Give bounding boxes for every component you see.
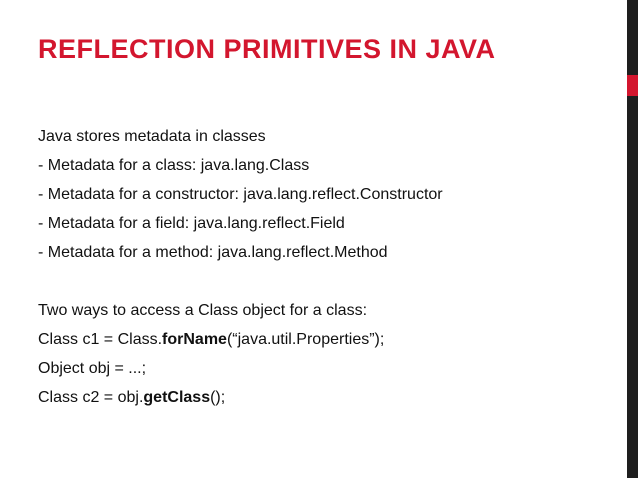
code-line-object: Object obj = ...; [38,360,147,377]
code-forname-method: forName [162,331,227,348]
slide-body [38,122,443,412]
metadata-constructor-line: - Metadata for a constructor: java.lang.reflect.Constructor [38,186,443,203]
metadata-intro: Java stores metadata in classes [38,128,266,145]
slide-title: REFLECTION PRIMITIVES IN JAVA [38,34,496,64]
right-accent-marker [627,75,638,96]
metadata-method-line: - Metadata for a method: java.lang.reflect.Method [38,244,388,261]
metadata-field-line: - Metadata for a field: java.lang.reflect.Field [38,215,345,232]
code-forname-suffix: (“java.util.Properties”); [226,331,385,348]
code-line-getclass [38,383,443,412]
code-getclass-suffix: (); [210,389,226,406]
code-getclass-method: getClass [143,389,211,406]
code-line-forname [38,325,443,354]
paragraph-gap [38,267,443,296]
right-accent-bar [627,0,638,478]
metadata-class-line: - Metadata for a class: java.lang.Class [38,157,310,174]
code-getclass-prefix: Class c2 = obj. [38,389,144,406]
access-intro: Two ways to access a Class object for a class: [38,302,368,319]
code-forname-prefix: Class c1 = Class. [38,331,163,348]
